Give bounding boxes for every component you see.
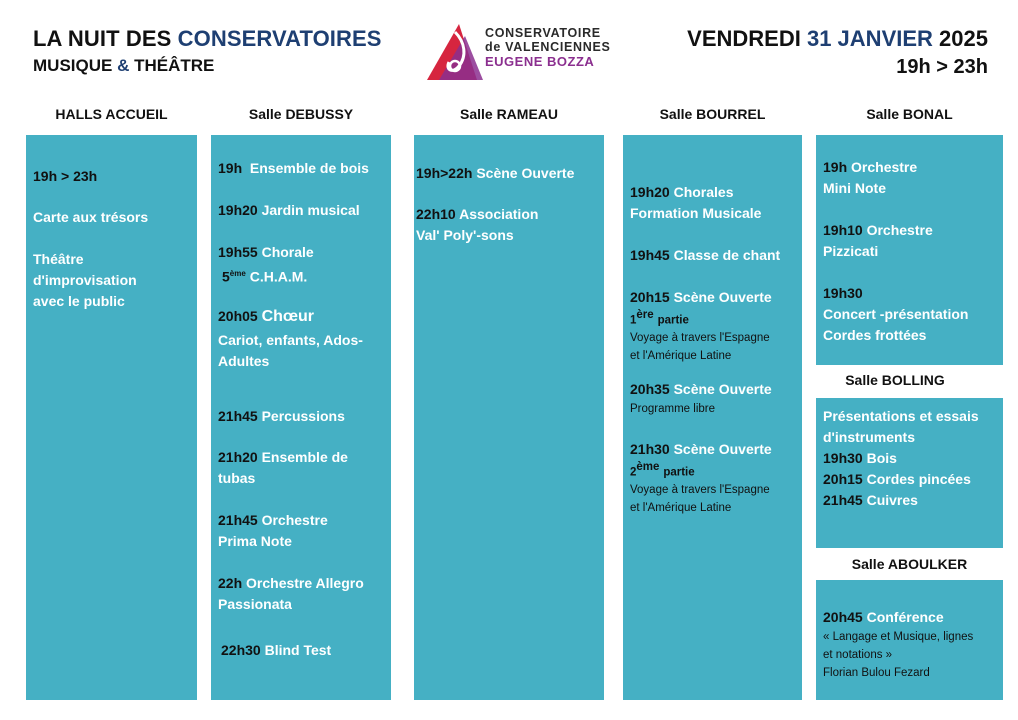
logo-line2: de VALENCIENNES xyxy=(485,40,611,54)
column-header-halls: HALLS ACCUEIL xyxy=(55,106,168,122)
halls-item-theatre xyxy=(33,249,137,312)
bourrel-entry-2: 19h45 Classe de chant xyxy=(630,247,781,263)
bonal-entry-2: 19h10 Orchestre Pizzicati xyxy=(823,222,933,259)
date-part1: VENDREDI xyxy=(687,26,801,51)
logo-emblem-icon xyxy=(425,22,485,84)
column-header-bourrel: Salle BOURREL xyxy=(659,106,766,122)
halls-hours: 19h > 23h xyxy=(33,168,98,184)
conservatoire-logo xyxy=(425,22,625,84)
subtitle-part2: THÉÂTRE xyxy=(134,56,215,75)
event-subtitle xyxy=(33,56,382,76)
debussy-entry-1: 19h Ensemble de bois xyxy=(218,160,369,176)
column-header-bonal: Salle BONAL xyxy=(866,106,953,122)
bourrel-entry-4: 20h35 Scène Ouverte Programme libre xyxy=(630,381,772,415)
bolling-entry-1: 19h30 Bois xyxy=(823,450,897,466)
halls-accueil-panel xyxy=(26,135,197,700)
title-part2: CONSERVATOIRES xyxy=(177,26,382,51)
date-part2: 31 JANVIER xyxy=(806,26,933,51)
debussy-entry-2: 19h20 Jardin musical xyxy=(218,202,360,218)
bourrel-entry-5: 21h30 Scène Ouverte 2ème partie Voyage à travers l'Espagne et l'Amérique Latine xyxy=(630,441,772,514)
column-header-debussy: Salle DEBUSSY xyxy=(248,106,354,122)
date-part3: 2025 xyxy=(939,26,988,51)
bonal-entry-1: 19h Orchestre Mini Note xyxy=(823,159,918,196)
logo-line3: EUGENE BOZZA xyxy=(485,54,595,69)
bonal-entry-3: 19h30 Concert -présentation Cordes frottées xyxy=(823,285,969,343)
column-header-bolling: Salle BOLLING xyxy=(845,372,945,388)
halls-item-theatre-l1: Théâtre xyxy=(33,251,84,267)
bolling-entry-3: 21h45 Cuivres xyxy=(823,492,918,508)
halls-item-theatre-l2: d'improvisation xyxy=(33,272,137,288)
bolling-intro: Présentations et essais d'instruments xyxy=(823,408,979,445)
debussy-entry-9: 22h30 Blind Test xyxy=(221,642,332,658)
bolling-entry-2: 20h15 Cordes pincées xyxy=(823,471,971,487)
halls-item-theatre-l3: avec le public xyxy=(33,293,125,309)
subtitle-part1: MUSIQUE xyxy=(33,56,113,75)
column-header-aboulker: Salle ABOULKER xyxy=(851,556,968,572)
debussy-entry-4: 20h05 Chœur Cariot, enfants, Ados- Adultes xyxy=(218,308,363,369)
rameau-entry-2: 22h10 Association Val' Poly'-sons xyxy=(416,206,539,243)
debussy-entry-3: 19h55 Chorale 5ème C.H.A.M. xyxy=(218,244,314,285)
halls-item-treasure: Carte aux trésors xyxy=(33,209,149,225)
event-hours: 19h > 23h xyxy=(896,56,988,78)
bourrel-panel xyxy=(623,135,802,700)
rameau-entry-1: 19h>22h Scène Ouverte xyxy=(416,165,575,181)
bolling-panel xyxy=(816,398,1003,548)
debussy-entry-5: 21h45 Percussions xyxy=(218,408,345,424)
bourrel-entry-3: 20h15 Scène Ouverte 1ère partie Voyage à travers l'Espagne et l'Amérique Latine xyxy=(630,289,772,362)
event-title-block xyxy=(33,26,382,76)
column-header-rameau: Salle RAMEAU xyxy=(459,106,559,122)
bourrel-entry-1: 19h20 Chorales Formation Musicale xyxy=(630,184,762,221)
aboulker-entry-1: 20h45 Conférence « Langage et Musique, lignes et notations » Florian Bulou Fezard xyxy=(823,609,974,679)
debussy-entry-6: 21h20 Ensemble de tubas xyxy=(218,449,348,486)
debussy-entry-7: 21h45 Orchestre Prima Note xyxy=(218,512,328,549)
bonal-panel xyxy=(816,135,1003,365)
title-part1: LA NUIT DES xyxy=(33,26,172,51)
debussy-entry-8: 22h Orchestre Allegro Passionata xyxy=(218,575,364,612)
event-date-block xyxy=(687,26,988,79)
debussy-panel xyxy=(211,135,391,700)
aboulker-panel xyxy=(816,580,1003,700)
rameau-panel xyxy=(414,135,604,700)
subtitle-amp: & xyxy=(117,56,130,75)
event-date xyxy=(687,26,988,52)
event-title xyxy=(33,26,382,52)
logo-line1: CONSERVATOIRE xyxy=(485,26,601,40)
